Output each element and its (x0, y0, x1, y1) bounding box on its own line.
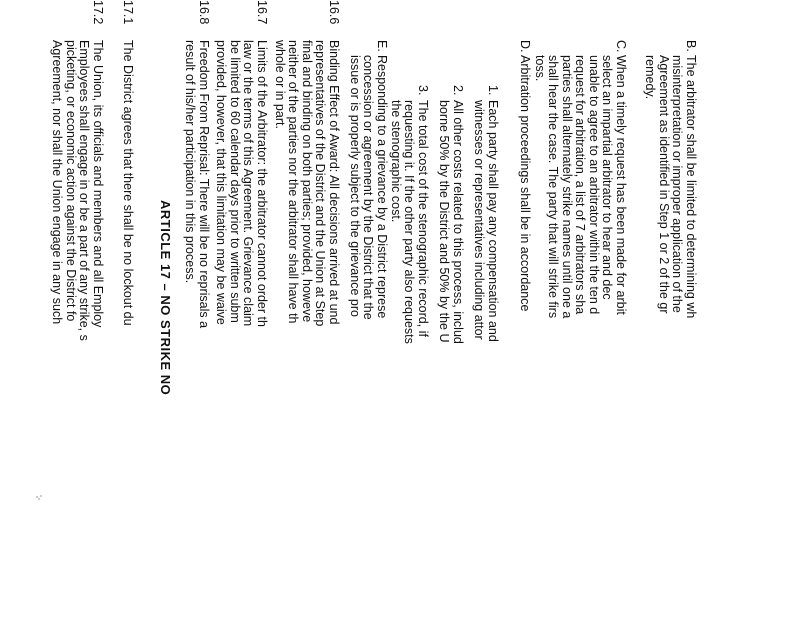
section-text-line: Employees shall engage in or be a part of any strike, s (77, 40, 92, 341)
section-text-line: Agreement, nor shall the Union engage in any such (50, 40, 65, 325)
item-text-line: borne 50% by the District and 50% by the U (437, 100, 452, 343)
item-text-line: concession or agreement by the District that the (361, 55, 376, 320)
section-text-line: picketing, or economic action against the District fo (64, 40, 78, 322)
item-text-line: toss. (533, 55, 547, 82)
item-text-line: When a timely request has been made for arbit (614, 55, 628, 315)
section-number: 17.2 (91, 0, 105, 25)
article-heading: ARTICLE 17 – NO STRIKE NO (158, 200, 173, 396)
section-text-line: Binding Effect of Award: All decisions arrived at und (327, 40, 341, 325)
item-text-line: All other costs related to this process, includ (451, 100, 465, 344)
section-text-line: Freedom From Reprisal: There will be no reprisals a (197, 40, 211, 329)
item-marker: B. (684, 40, 698, 52)
section-text-line: The Union, its officials and members and all Employ (91, 40, 105, 328)
scan-speck (38, 498, 40, 500)
section-text-line: The District agrees that there shall be no lockout du (121, 40, 135, 326)
section-number: 16.7 (255, 0, 269, 25)
item-marker: E. (375, 40, 389, 52)
item-text-line: Responding to a grievance by a District represe (375, 55, 389, 319)
item-text-line: Each party shall pay any compensation and (486, 100, 500, 342)
section-text-line: representatives of the District and the Union at Step (313, 40, 328, 327)
item-text-line: select an impartial arbitrator to hear and dec (600, 55, 615, 300)
item-marker: 2. (451, 85, 465, 96)
scan-speck (40, 495, 42, 497)
item-text-line: Agreement as identified in Step 1 or 2 of the gr (657, 55, 671, 314)
section-text-line: law or the terms of this Agreement. Grievance claim (241, 40, 256, 327)
section-text-line: whole or in part. (273, 40, 287, 129)
item-text-line: the stenographic cost. (389, 100, 403, 223)
item-marker: C. (614, 40, 628, 53)
section-text-line: provided, however, that this limitation may be waive (214, 40, 229, 325)
section-number: 17.1 (121, 0, 135, 25)
item-text-line: remedy. (643, 55, 658, 100)
item-text-line: misinterpretation or improper application of the (670, 55, 685, 313)
section-text-line: result of his/her participation in this process. (183, 40, 198, 284)
item-text-line: requesting it. If the other party also requests (402, 100, 417, 344)
section-text-line: Limits of the Arbitrator: the arbitrator cannot order th (255, 40, 269, 327)
item-text-line: unable to agree to an arbitrator within the ten d (587, 55, 601, 315)
item-marker: 1. (486, 85, 500, 96)
item-text-line: witnesses or representatives including attor (472, 100, 487, 340)
item-text-line: The total cost of the stenographic record, if (416, 100, 430, 337)
section-number: 16.8 (197, 0, 211, 25)
item-text-line: Arbitration proceedings shall be in accordance (518, 55, 532, 312)
item-marker: 3. (416, 85, 430, 96)
item-text-line: request for arbitration, a list of 7 arbitrators sha (573, 55, 588, 315)
item-text-line: shall hear the case. The party that will strike firs (546, 55, 561, 319)
section-text-line: be limited to 60 calendar days prior to written subm (228, 40, 242, 323)
item-text-line: The arbitrator shall be limited to determining wh (684, 55, 698, 319)
item-marker: D. (518, 40, 532, 53)
item-text-line: parties shall alternately strike names until one a (560, 55, 574, 319)
item-text-line: issue or is properly subject to the grievance pro (348, 55, 362, 317)
section-text-line: final and binding on both parties; provided, howeve (300, 40, 314, 323)
section-text-line: neither of the parties nor the arbitrator shall have th (286, 40, 301, 324)
section-number: 16.6 (327, 0, 341, 25)
